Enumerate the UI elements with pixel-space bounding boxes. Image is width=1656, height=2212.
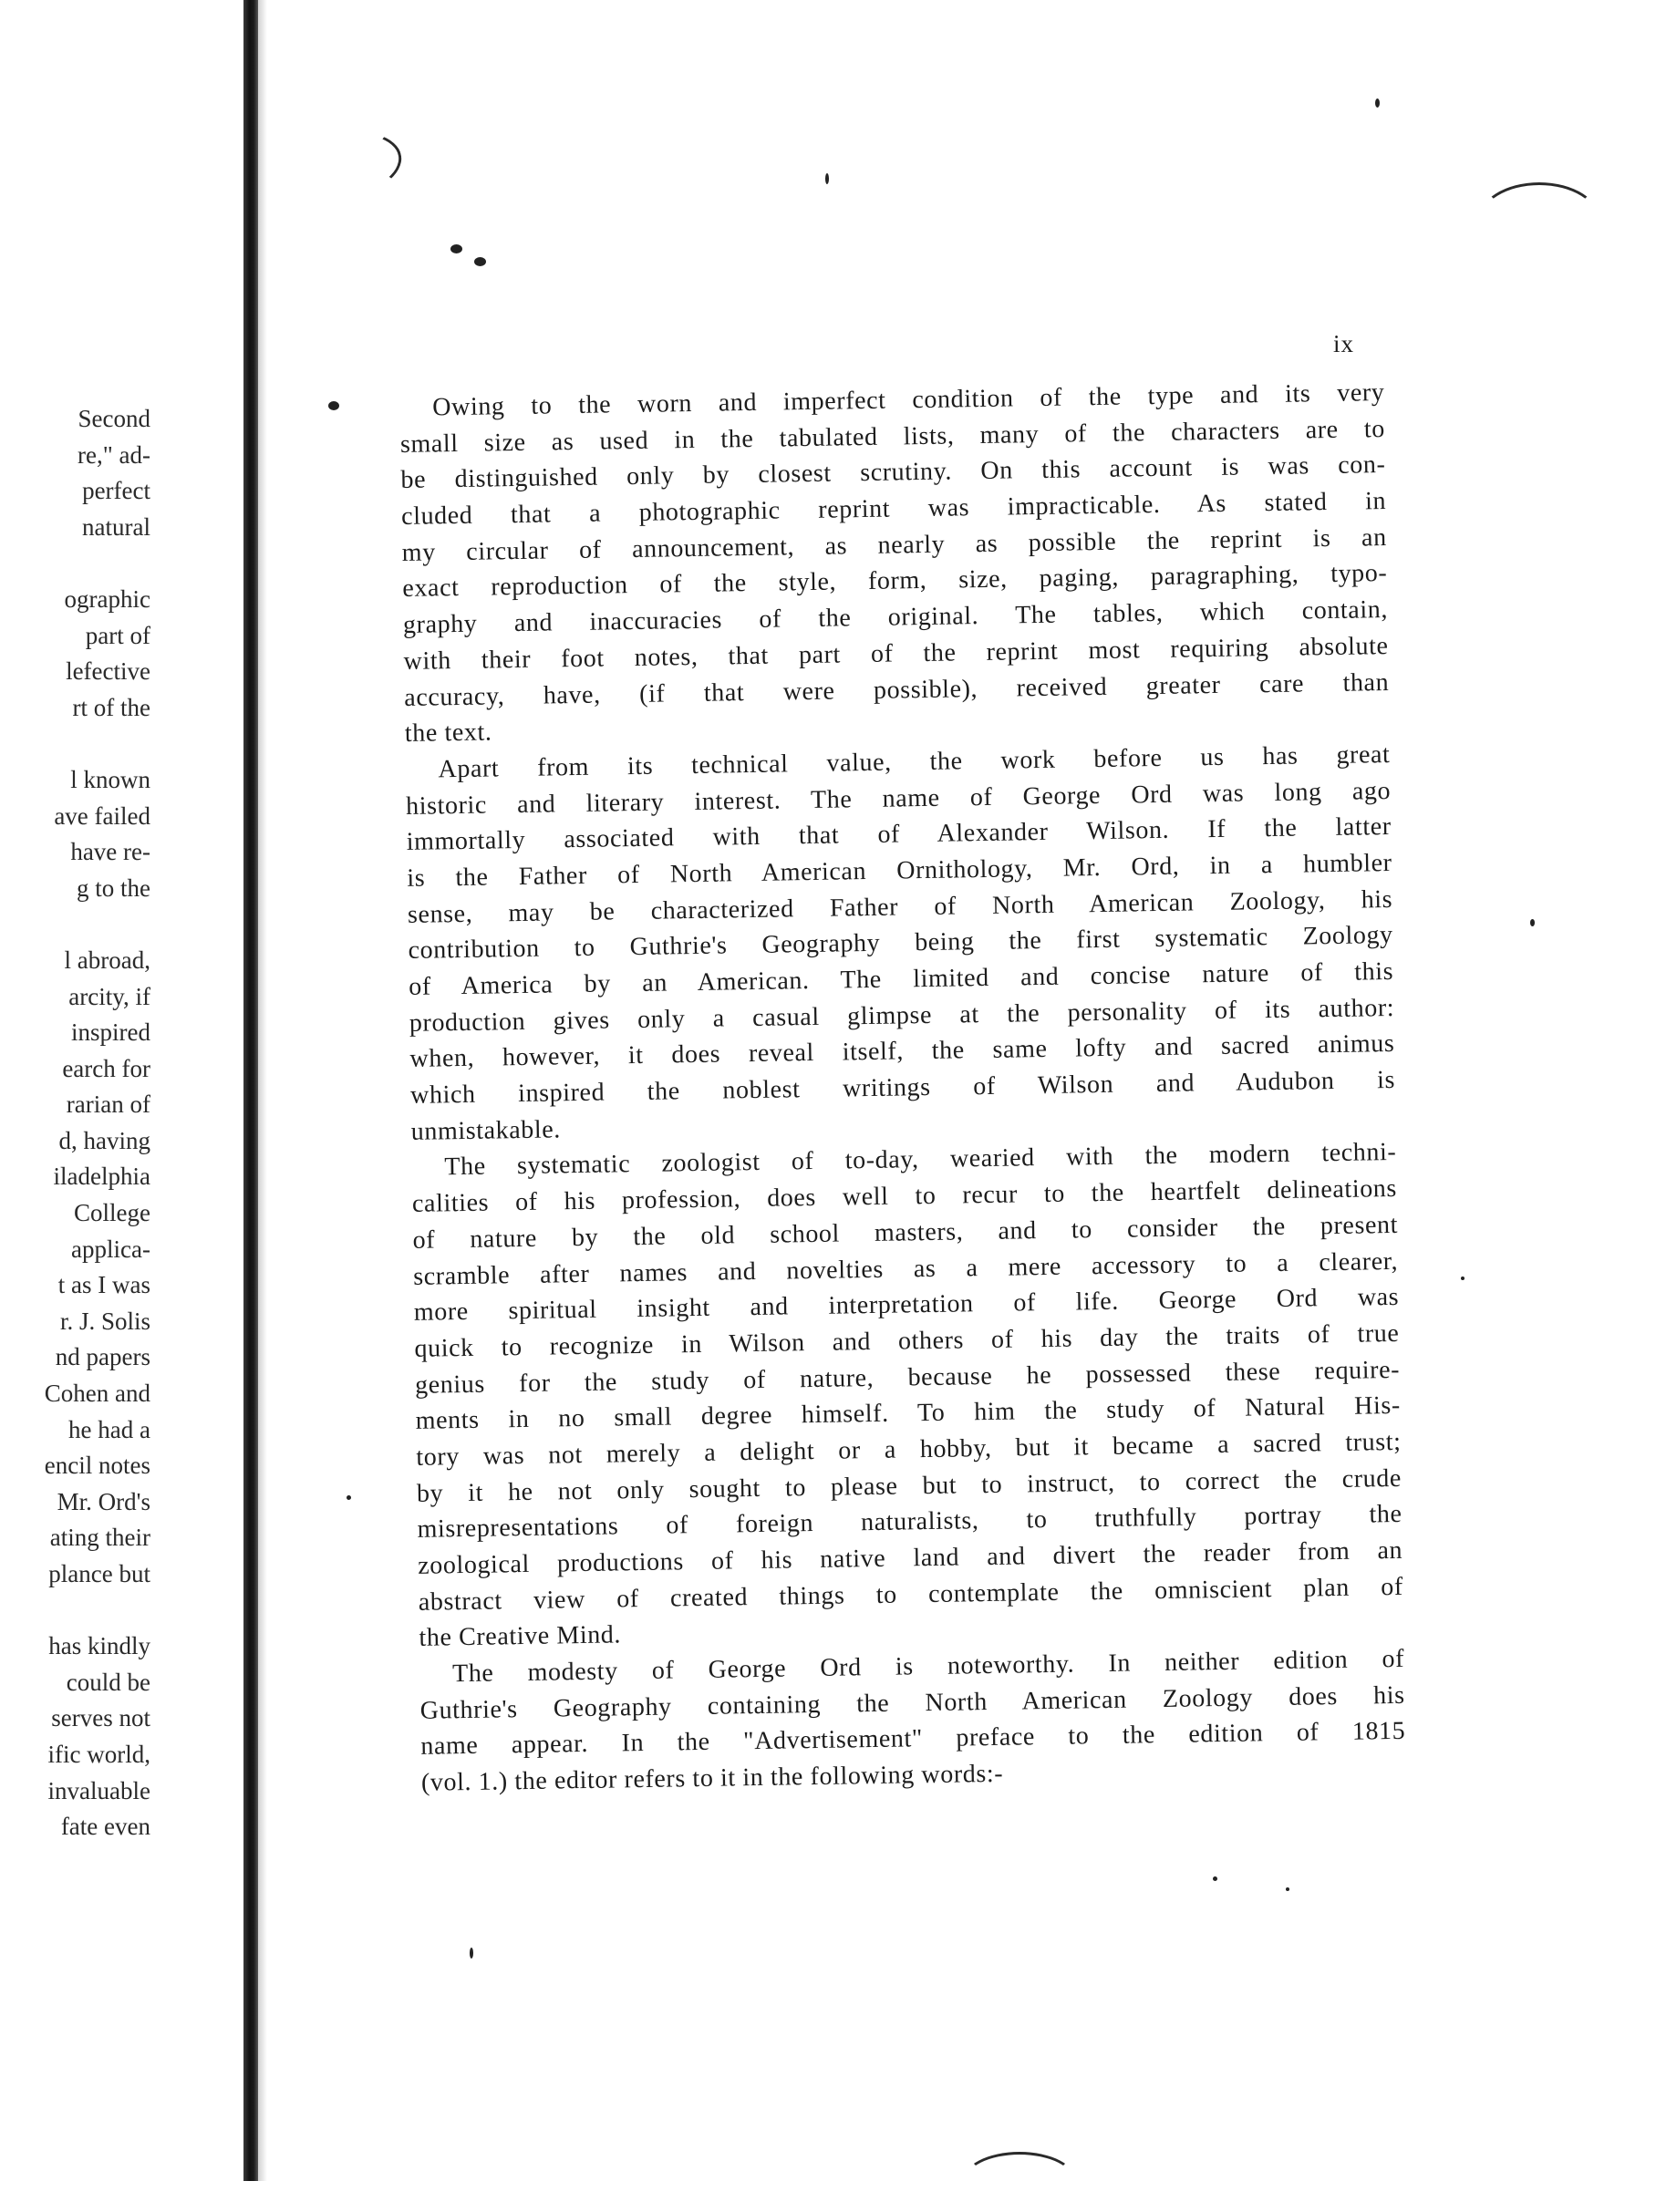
paragraph-line: contribution to Guthrie's Geography being the first systematic Zoology <box>408 921 1393 966</box>
paragraph-line: Owing to the worn and imperfect condition of the type and its very <box>432 378 1385 422</box>
left-page-line: g to the <box>77 873 150 902</box>
left-page-line: t as I was <box>57 1271 150 1299</box>
scan-speck <box>328 401 339 410</box>
paragraph-line: immortally associated with that of Alexander Wilson. If the latter <box>406 812 1392 857</box>
left-page-line: Mr. Ord's <box>57 1487 150 1515</box>
left-page-line: d, having <box>58 1126 150 1154</box>
paragraph <box>405 737 1396 1150</box>
paragraph <box>399 375 1390 752</box>
paragraph-line: The systematic zoologist of to-day, wearied with the modern techni- <box>444 1138 1397 1182</box>
paragraph-line: genius for the study of nature, because he possessed these require- <box>414 1355 1401 1400</box>
left-page-fragment <box>0 401 150 1845</box>
paragraph-line: cluded that a photographic reprint was impracticable. As stated in <box>400 487 1387 532</box>
paragraph-line: historic and literary interest. The name of George Ord was long ago <box>405 776 1392 821</box>
paragraph-line: Apart from its technical value, the work before us has great <box>438 739 1391 784</box>
paragraph-line: Guthrie's Geography containing the North American Zoology does his <box>419 1680 1405 1725</box>
left-page-line: natural <box>82 512 150 541</box>
paragraph-line: which inspired the noblest writings of Wilson and Audubon is <box>409 1066 1396 1110</box>
paragraph-line: unmistakable. <box>410 1115 562 1146</box>
left-page-line: rt of the <box>72 693 150 721</box>
left-page-line: encil notes <box>44 1452 150 1480</box>
left-page-line: perfect <box>82 477 150 505</box>
gutter-shadow <box>258 0 267 2181</box>
left-page-line <box>0 726 150 762</box>
scan-mark <box>264 121 408 212</box>
paragraph-line: be distinguished only by closest scrutiny. On this account is was con- <box>400 450 1386 495</box>
paragraph-line: tory was not merely a delight or a hobby, but it became a sacred trust; <box>416 1427 1402 1472</box>
left-page-line: inspired <box>71 1018 150 1047</box>
scan-mark <box>962 2152 1077 2212</box>
left-page-line: ating their <box>49 1524 150 1552</box>
left-page-line: has kindly <box>48 1632 150 1660</box>
paragraph-line: small size as used in the tabulated lists, many of the characters are to <box>399 414 1386 459</box>
paragraph-line: my circular of announcement, as nearly as possible the reprint is an <box>401 522 1387 567</box>
left-page-line: College <box>74 1199 150 1227</box>
left-page-line: arcity, if <box>68 982 150 1010</box>
left-page-line: ific world, <box>47 1740 150 1768</box>
paragraph-line: of nature by the old school masters, and to consider the present <box>412 1210 1399 1255</box>
paragraph-line: The modesty of George Ord is noteworthy. In neither edition of <box>451 1644 1405 1689</box>
left-page-line: part of <box>85 621 150 649</box>
scan-speck <box>1286 1887 1289 1891</box>
left-page-line: earch for <box>62 1054 150 1082</box>
left-page-line: invaluable <box>47 1776 150 1804</box>
left-page-line <box>0 1593 150 1629</box>
paragraph-line: quick to recognize in Wilson and others of his day the traits of true <box>414 1318 1400 1363</box>
left-page-line: iladelphia <box>53 1163 150 1191</box>
paragraph-line: the text. <box>404 718 492 749</box>
left-page-line: have re- <box>70 838 150 866</box>
left-page-line: ave failed <box>54 801 150 830</box>
left-page-line: could be <box>66 1668 150 1696</box>
paragraph-line: zoological productions of his native land and divert the reader from an <box>418 1535 1403 1580</box>
left-page-line: l abroad, <box>64 946 150 974</box>
scan-speck <box>1213 1876 1217 1881</box>
left-page-line: rarian of <box>66 1090 150 1119</box>
paragraph-line: exact reproduction of the style, form, size, paging, paragraphing, typo- <box>402 559 1388 604</box>
left-page-line <box>0 545 150 582</box>
left-page-line: Second <box>78 405 150 432</box>
paragraph-line: calities of his profession, does well to recur to the heartfelt delineations <box>411 1174 1398 1219</box>
scan-speck <box>825 173 829 184</box>
scan-speck <box>450 244 462 253</box>
paragraph-line: sense, may be characterized Father of North American Zoology, his <box>407 884 1393 929</box>
paragraph-line: of America by an American. The limited and concise nature of this <box>409 956 1394 1001</box>
paragraph-line: scramble after names and novelties as a mere accessory to a clearer, <box>413 1246 1399 1291</box>
left-page-line: lefective <box>66 657 150 686</box>
paragraph-line: by it he not only sought to please but to instruct, to correct the crude <box>416 1463 1402 1508</box>
paragraph-line: is the Father of North American Ornithology, Mr. Ord, in a humbler <box>407 848 1392 893</box>
scan-speck <box>1375 98 1380 108</box>
paragraph-line: (vol. 1.) the editor refers to it in the following words:- <box>420 1759 1004 1797</box>
paragraph-line: misrepresentations of foreign naturalists, to truthfully portray the <box>417 1500 1402 1545</box>
left-page-line: serves not <box>51 1704 150 1732</box>
left-page-line: applica- <box>71 1235 150 1263</box>
left-page-line: he had a <box>68 1415 150 1443</box>
page-number: ix <box>1333 330 1355 357</box>
scan-speck <box>347 1495 351 1500</box>
paragraph <box>419 1641 1406 1802</box>
paragraph-line: production gives only a casual glimpse at the personality of its author: <box>409 993 1395 1038</box>
left-page-line: plance but <box>48 1560 150 1587</box>
paragraph-line: with their foot notes, that part of the reprint most requiring absolute <box>403 631 1389 676</box>
paragraph-line: more spiritual insight and interpretation of life. George Ord was <box>413 1283 1400 1328</box>
paragraph-line: the Creative Mind. <box>419 1620 622 1653</box>
book-gutter <box>243 0 258 2181</box>
scan-speck <box>470 1948 473 1959</box>
scan-speck <box>1530 919 1535 926</box>
scan-mark <box>1477 182 1601 261</box>
paragraph-line: accuracy, have, (if that were possible), received greater care than <box>404 667 1390 712</box>
paragraph-line: abstract view of created things to contemplate the omniscient plan of <box>418 1572 1403 1617</box>
left-page-line: r. J. Solis <box>59 1307 150 1335</box>
paragraph-line: name appear. In the "Advertisement" preface to the edition of 1815 <box>420 1717 1406 1762</box>
left-page-line: Cohen and <box>44 1380 150 1408</box>
left-page-line: nd papers <box>55 1343 150 1371</box>
left-page-line: re," ad- <box>78 440 150 469</box>
left-page-line: fate even <box>60 1813 150 1841</box>
paragraph <box>411 1134 1404 1657</box>
paragraph-line: ments in no small degree himself. To him the study of Natural His- <box>415 1391 1401 1436</box>
left-page-line: l known <box>70 765 150 793</box>
scan-speck <box>474 257 486 266</box>
left-page-line: ographic <box>64 584 150 613</box>
main-text-block <box>399 375 1406 1802</box>
scan-speck <box>1461 1277 1465 1280</box>
paragraph-line: graphy and inaccuracies of the original. The tables, which contain, <box>402 595 1389 640</box>
paragraph-line: when, however, it does reveal itself, the same lofty and sacred animus <box>409 1029 1395 1074</box>
left-page-line <box>0 906 150 943</box>
